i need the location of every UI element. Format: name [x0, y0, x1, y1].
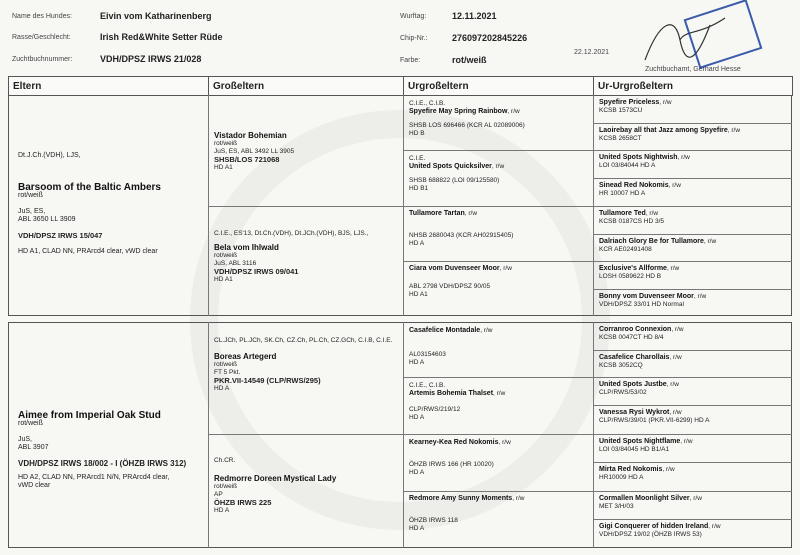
gp-name: Bela vom Ihlwald — [214, 243, 279, 252]
ggp-color: , r/w — [493, 390, 506, 397]
gggp-name: Sinead Red Nokomis — [599, 182, 669, 189]
ggp-name: Spyefire May Spring Rainbow — [409, 108, 508, 115]
ggp-hd: HD A — [409, 240, 425, 247]
gggp-color: , r/w — [645, 210, 659, 217]
ggp-name: Tullamore Tartan — [409, 210, 465, 217]
ggp-reg: SHSB 688822 (LOI 09/125580) — [409, 177, 500, 184]
gggp-reg: VDH/DPSZ 19/02 (ÖHZB IRWS 53) — [599, 531, 702, 538]
ggp-name: Casafelice Montadale — [409, 327, 481, 334]
gggp-entry — [595, 97, 791, 124]
parent-color: rot/weiß — [18, 420, 43, 427]
ggp-name: Ciara vom Duvenseer Moor — [409, 265, 500, 272]
gggp-name: Spyefire Priceless — [599, 99, 660, 106]
gggp-reg: KCSB 3052CQ — [599, 362, 643, 369]
gggp-reg: LOSH 0589622 HD B — [599, 273, 662, 280]
ggp-name: Kearney-Kea Red Nokomis — [409, 439, 499, 446]
studbook-label: Zuchtbuchnummer: — [12, 56, 73, 63]
gggp-reg: HR10009 HD A — [599, 474, 644, 481]
gggp-name: Bonny vom Duvenseer Moor — [599, 293, 694, 300]
grandparent-1 — [210, 130, 402, 204]
gggp-reg: CLP/RWS/39/01 (PKR.VII-6299) HD A — [599, 417, 710, 424]
gp-titles: CL.JCh, PL.JCh, SK.Ch, CZ.Ch, PL.Ch, CZ.GCh, C.I.B, C.I.E. — [214, 337, 393, 344]
ggp-2 — [405, 153, 592, 205]
parent-info: ABL 3650 LL 3909 — [18, 216, 76, 223]
gggp-color: , r/w — [727, 127, 741, 134]
ggp-hd: HD A — [409, 414, 425, 421]
ggp-reg: ÖHZB IRWS 118 — [409, 517, 458, 524]
gggp-name: Corranroo Connexion — [599, 326, 672, 333]
pedigree-header — [8, 76, 793, 96]
parent-health: HD A1, CLAD NN, PRArcd4 clear, vWD clear — [18, 248, 158, 255]
parent-name: Barsoom of the Baltic Ambers — [18, 182, 161, 193]
gggp-entry — [595, 352, 791, 379]
gggp-entry — [595, 263, 791, 290]
chip-value: 276097202845226 — [452, 33, 528, 43]
ggp-hd: HD A — [409, 359, 425, 366]
gp-reg: SHSB/LOS 721068 — [214, 155, 280, 164]
gggp-entry — [595, 125, 791, 152]
gggp-reg: VDH/DPSZ 33/01 HD Normal — [599, 301, 684, 308]
parent-name: Aimee from Imperial Oak Stud — [18, 410, 161, 421]
gggp-entry — [595, 521, 791, 548]
gp-info: HD A — [214, 385, 230, 392]
studbook-value: VDH/DPSZ IRWS 21/028 — [100, 54, 202, 64]
gggp-color: , r/w — [703, 238, 717, 245]
gggp-reg: KCSB 2658CT — [599, 135, 642, 142]
gggp-color: , r/w — [693, 293, 707, 300]
gggp-color: , r/w — [666, 381, 679, 388]
breed-value: Irish Red&White Setter Rüde — [100, 32, 223, 42]
gp-info: HD A1 — [214, 164, 233, 171]
gggp-reg: CLP/RWS/53/02 — [599, 389, 647, 396]
gggp-color: , r/w — [668, 182, 681, 189]
gp-name: Redmorre Doreen Mystical Lady — [214, 474, 337, 483]
ggp-reg: CLP/RWS/219/12 — [409, 406, 461, 413]
grandparent-2 — [210, 228, 402, 314]
gggp-name: United Spots Nightwish — [599, 154, 678, 161]
ggp-color: , r/w — [491, 163, 505, 170]
gp-info: HD A — [214, 507, 230, 514]
gggp-name: Laoirebay all that Jazz among Spyefire — [599, 127, 728, 134]
ggp-name: Redmore Amy Sunny Moments — [409, 495, 513, 502]
gp-name: Boreas Artegerd — [214, 352, 277, 361]
ggp-color: , r/w — [512, 495, 525, 502]
registrar: Zuchtbuchamt, Gerhard Hesse — [645, 66, 741, 73]
ggp-color: , r/w — [507, 108, 520, 115]
gggp-entry — [595, 407, 791, 434]
whelp-label: Wurftag: — [400, 13, 427, 20]
grandparent-3 — [210, 335, 402, 433]
col-grandparents: Großeltern — [209, 77, 404, 96]
gggp-color: , r/w — [666, 265, 680, 272]
gggp-name: Exclusive's Allforme — [599, 265, 667, 272]
ggp-3 — [405, 208, 592, 260]
parent-info: ABL 3907 — [18, 444, 49, 451]
gggp-reg: HR 10007 HD A — [599, 190, 646, 197]
gggp-color: , r/w — [662, 466, 675, 473]
color-value: rot/weiß — [452, 55, 487, 65]
gp-titles: Ch.CR. — [214, 457, 236, 464]
parent-reg: VDH/DPSZ IRWS 18/002 - I (ÖHZB IRWS 312) — [18, 459, 187, 468]
ggp-name: United Spots Quicksilver — [409, 163, 492, 170]
parent-health: vWD clear — [18, 482, 51, 489]
gggp-reg: LOI 03/84044 HD A — [599, 162, 656, 169]
gggp-name: Casafelice Charollais — [599, 354, 670, 361]
gggp-entry — [595, 152, 791, 179]
gggp-color: , r/w — [671, 326, 684, 333]
parent-color: rot/weiß — [18, 192, 43, 199]
gp-info: rot/weiß — [214, 483, 238, 490]
gggp-entry — [595, 493, 791, 520]
ggp-hd: HD A — [409, 469, 425, 476]
gggp-name: Mirta Red Nokomis — [599, 466, 663, 473]
gggp-entry — [595, 291, 791, 318]
gggp-color: , r/w — [669, 354, 682, 361]
gggp-entry — [595, 464, 791, 491]
gggp-reg: KCSB 0047CT HD 8/4 — [599, 334, 664, 341]
ggp-color: , r/w — [499, 265, 512, 272]
gggp-reg: LOI 03/84045 HD B1/A1 — [599, 446, 670, 453]
gggp-name: Cormallen Moonlight Silver — [599, 495, 690, 502]
ggp-titles: C.I.E. — [409, 155, 426, 162]
gggp-reg: KCSB 1573CU — [599, 107, 643, 114]
parent-reg: VDH/DPSZ IRWS 15/047 — [18, 231, 103, 240]
ggp-color: , r/w — [498, 439, 511, 446]
ggp-reg: ABL 2798 VDH/DPSZ 90/05 — [409, 283, 491, 290]
gggp-color: , r/w — [669, 409, 682, 416]
gggp-name: Vanessa Rysi Wykrot — [599, 409, 670, 416]
gggp-entry — [595, 208, 791, 235]
ggp-6 — [405, 380, 592, 434]
ggp-titles: C.I.E., C.I.B. — [409, 382, 446, 389]
gggp-entry — [595, 324, 791, 351]
gggp-entry — [595, 180, 791, 207]
ggp-8 — [405, 493, 592, 547]
ggp-1 — [405, 98, 592, 150]
ggp-color: , r/w — [480, 327, 493, 334]
ggp-reg: SHSB LOS 696466 (KCR AL 02089006) — [409, 122, 525, 129]
gggp-reg: KCSB 0187CS HD 3/5 — [599, 218, 665, 225]
parent-titles: Dt.J.Ch.(VDH), LJS, — [18, 152, 81, 159]
gggp-color: , r/w — [680, 438, 693, 445]
issue-date: 22.12.2021 — [574, 49, 610, 56]
gp-name: Vistador Bohemian — [214, 131, 287, 140]
gp-reg: ÖHZB IRWS 225 — [214, 498, 272, 507]
gggp-name: Dalriach Glory Be for Tullamore — [599, 238, 704, 245]
grandparent-4 — [210, 455, 402, 545]
gp-titles: C.I.E., ES'13, Dt.Ch.(VDH), Dt.JCh.(VDH), BJS, LJS., — [214, 230, 369, 237]
gp-info: rot/weiß — [214, 140, 238, 147]
gp-info: FT 5 Pkt. — [214, 369, 241, 376]
parent-info: JuS, ES, — [18, 208, 46, 215]
gp-reg: VDH/DPSZ IRWS 09/041 — [214, 267, 299, 276]
gggp-entry — [595, 436, 791, 463]
gggp-entry — [595, 379, 791, 406]
color-label: Farbe: — [400, 57, 421, 64]
col-great-great-grandparents: Ur-Urgroßeltern — [594, 77, 793, 96]
col-parents: Eltern — [9, 77, 209, 96]
ggp-hd: HD A — [409, 525, 425, 532]
dog-name: Eivin vom Katharinenberg — [100, 11, 212, 21]
gggp-name: Tullamore Ted — [599, 210, 646, 217]
ggp-color: , r/w — [464, 210, 478, 217]
parent-sire — [14, 150, 204, 310]
gp-info: rot/weiß — [214, 252, 238, 259]
ggp-reg: ÖHZB IRWS 166 (HR 10020) — [409, 461, 494, 468]
gggp-color: , r/w — [689, 495, 702, 502]
gp-info: AP — [214, 491, 223, 498]
gggp-reg: MET 3/H/03 — [599, 503, 634, 510]
gggp-color: , r/w — [677, 154, 690, 161]
gp-reg: PKR.VII-14549 (CLP/RWS/295) — [214, 376, 321, 385]
ggp-4 — [405, 263, 592, 315]
gggp-name: United Spots Justbe — [599, 381, 667, 388]
gp-info: JuS, ABL 3116 — [214, 260, 257, 267]
ggp-reg: AL03154603 — [409, 351, 446, 358]
name-label: Name des Hundes: — [12, 13, 72, 20]
gggp-color: , r/w — [659, 99, 672, 106]
ggp-reg: NHSB 2680043 (KCR AH02915405) — [409, 232, 514, 239]
gggp-color: , r/w — [708, 523, 721, 530]
parent-info: JuS, — [18, 436, 33, 443]
ggp-7 — [405, 437, 592, 491]
chip-label: Chip-Nr.: — [400, 35, 428, 42]
gggp-entry — [595, 236, 791, 263]
gggp-reg: KCR AE02491408 — [599, 246, 652, 253]
ggp-titles: C.I.E., C.I.B. — [409, 100, 446, 107]
gggp-name: Gigi Conquerer of hidden Ireland — [599, 523, 709, 530]
ggp-hd: HD B — [409, 130, 425, 137]
breed-label: Rasse/Geschlecht: — [12, 34, 71, 41]
gggp-name: United Spots Nightflame — [599, 438, 681, 445]
ggp-name: Artemis Bohemia Thalset — [409, 390, 494, 397]
ggp-5 — [405, 325, 592, 377]
ggp-hd: HD A1 — [409, 291, 428, 298]
gp-info: rot/weiß — [214, 361, 238, 368]
parent-dam — [14, 410, 204, 545]
whelp-date: 12.11.2021 — [452, 11, 497, 21]
col-great-grandparents: Urgroßeltern — [404, 77, 594, 96]
parent-health: HD A2, CLAD NN, PRArcd1 N/N, PRArcd4 clear, — [18, 474, 170, 481]
gp-info: HD A1 — [214, 276, 233, 283]
gp-info: JuS, ES, ABL 3492 LL 3905 — [214, 148, 295, 155]
ggp-hd: HD B1 — [409, 185, 429, 192]
